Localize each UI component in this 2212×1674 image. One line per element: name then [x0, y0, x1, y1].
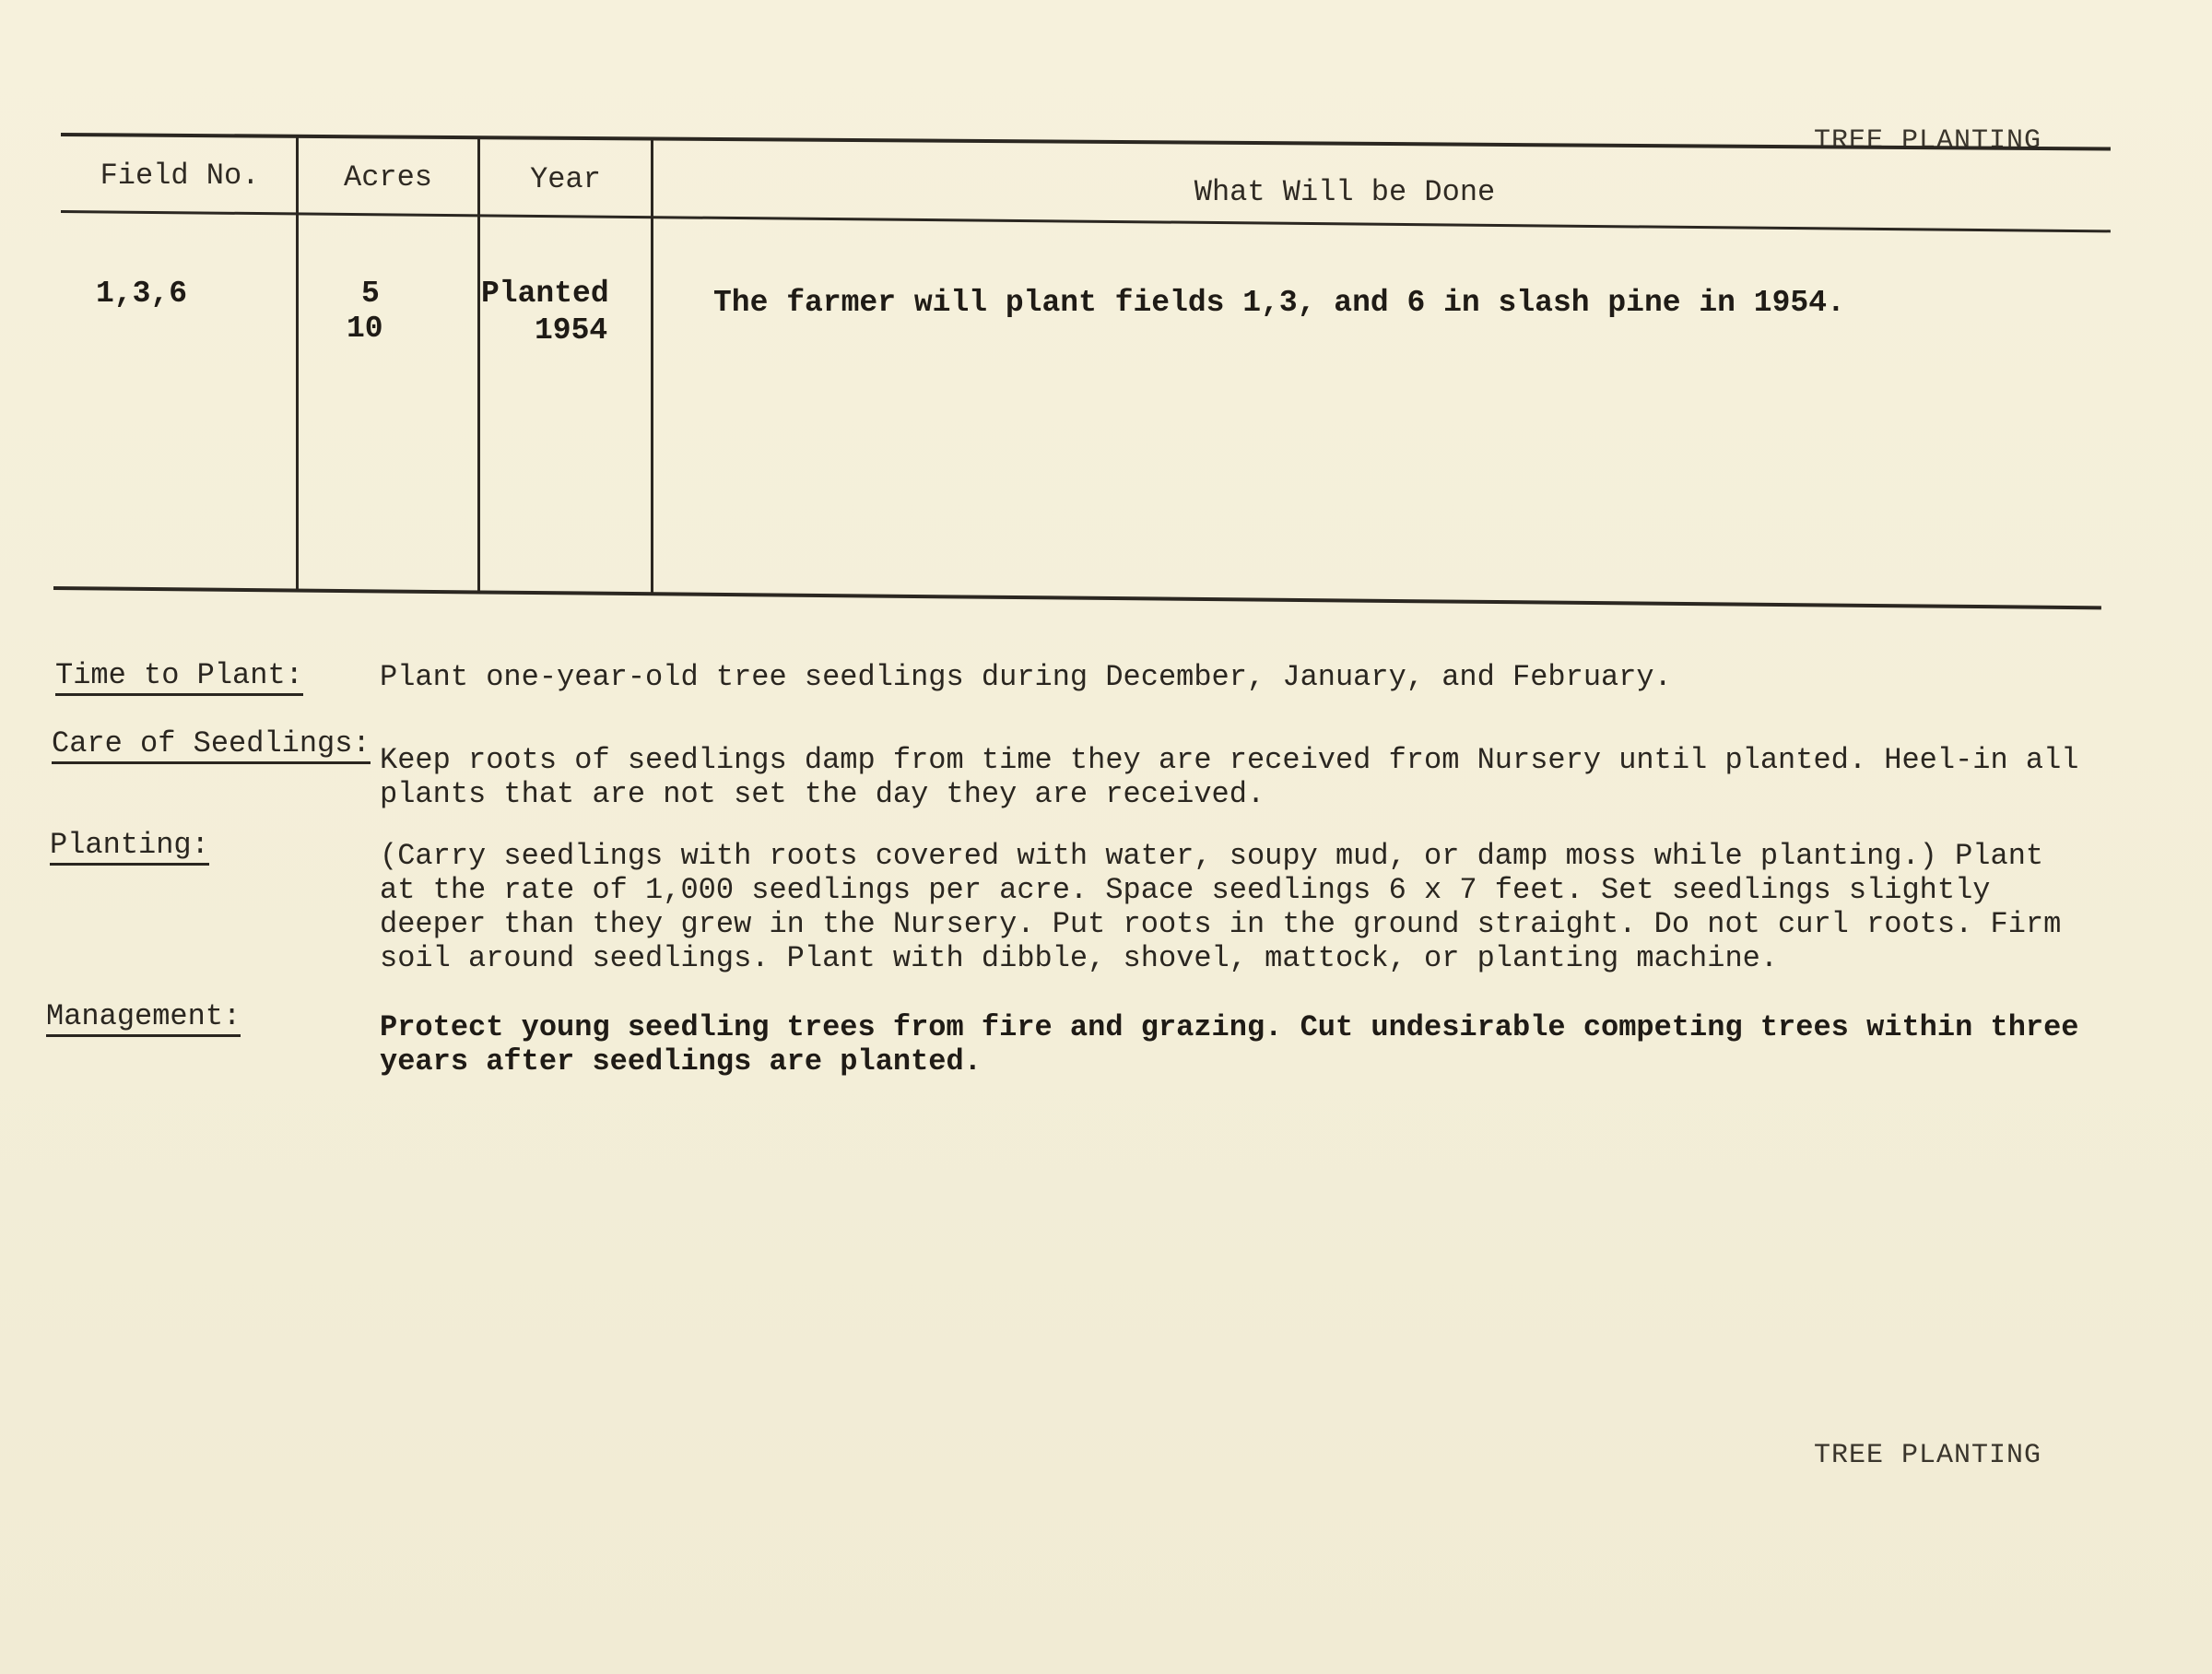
column-header-what-will-be-done: What Will be Done	[1194, 175, 1496, 209]
time-to-plant-label: Time to Plant:	[55, 660, 303, 696]
planting-text: (Carry seedlings with roots covered with water, soupy mud, or damp moss while planting.) Plant at the rate of 1,000 seedlings per acre. Space seedlings 6 x 7 feet. Set seedlings slightly deeper than they grew in the Nursery. Put roots in the ground straight. Do not curl roots. Firm soil around seedlings. Plant with dibble, shovel, mattock, or planting machine.	[380, 839, 2062, 975]
year-label: Planted	[481, 277, 609, 311]
care-of-seedlings-label: Care of Seedlings:	[52, 728, 371, 764]
footer-label: TREE PLANTING	[1814, 1440, 2042, 1471]
field-no-value: 1,3,6	[96, 277, 188, 311]
acres-value-2: 10	[347, 312, 383, 346]
column-header-year: Year	[530, 162, 601, 196]
planting-label: Planting:	[50, 830, 209, 866]
column-divider-2	[477, 138, 480, 592]
acres-value-1: 5	[361, 277, 380, 311]
year-value: 1954	[535, 313, 608, 348]
table-bottom-rule	[53, 586, 2101, 609]
column-header-acres: Acres	[343, 160, 432, 195]
header-label: TREE PLANTING	[1814, 125, 2042, 157]
column-divider-1	[296, 136, 299, 590]
table-top-rule	[61, 133, 2111, 151]
management-label: Management:	[46, 1001, 241, 1037]
what-will-be-done-value: The farmer will plant fields 1,3, and 6 in slash pine in 1954.	[713, 286, 1845, 320]
time-to-plant-text: Plant one-year-old tree seedlings during December, January, and February.	[380, 660, 1672, 694]
column-header-field-no: Field No.	[100, 159, 260, 193]
management-text: Protect young seedling trees from fire and grazing. Cut undesirable competing trees within three years after seedlings are planted.	[380, 1010, 2079, 1079]
header-bottom-rule	[61, 210, 2111, 232]
care-of-seedlings-text: Keep roots of seedlings damp from time they are received from Nursery until planted. Heel-in all plants that are not set the day they are received.	[380, 743, 2079, 811]
